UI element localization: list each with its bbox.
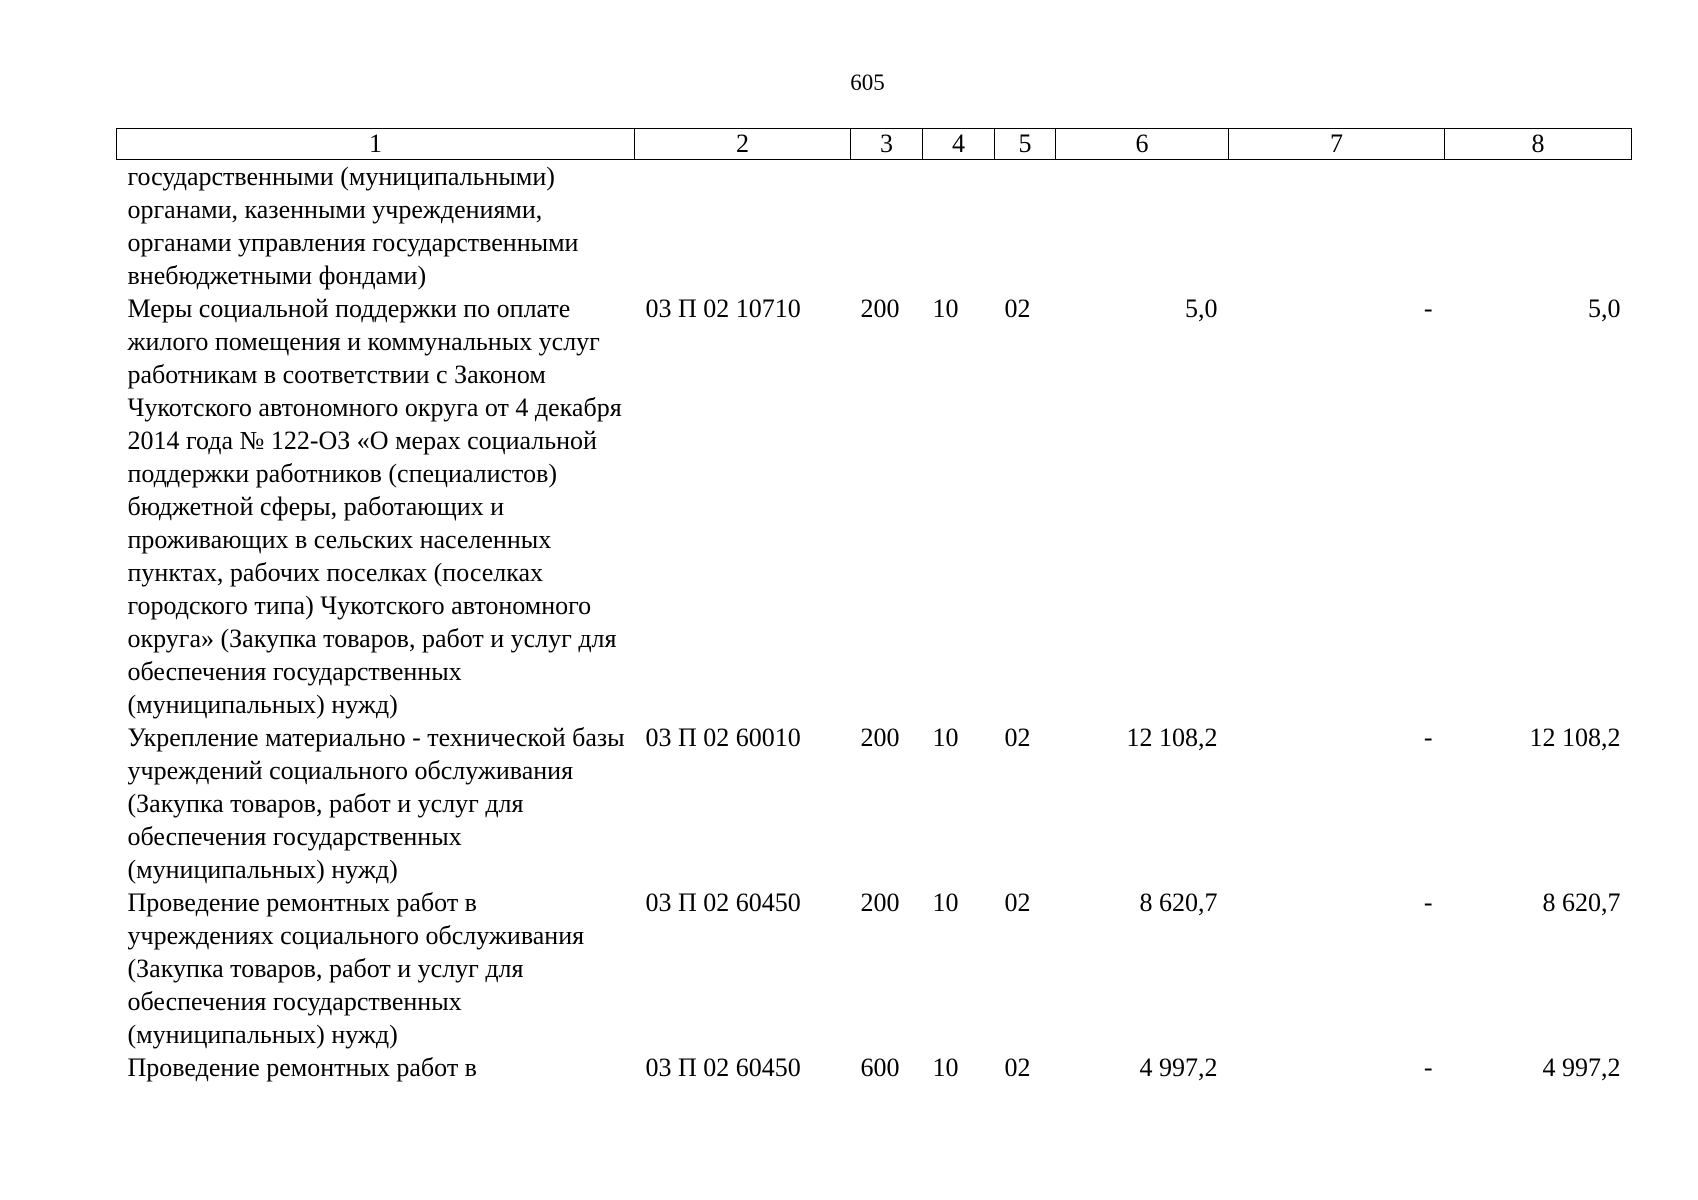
row-expense-type: 200 [860, 294, 900, 323]
row-description: Проведение ремонтных работ в [127, 1053, 477, 1082]
row-subsection: 02 [1004, 294, 1031, 323]
row-expense-type [851, 160, 923, 293]
row-expense-type: 200 [860, 888, 900, 917]
row-amount [1056, 160, 1229, 293]
row-change: - [1423, 723, 1433, 752]
row-subsection: 02 [1004, 888, 1031, 917]
row-section: 10 [932, 888, 959, 917]
row-change: - [1423, 294, 1433, 323]
row-code: 03 П 02 60450 [645, 1053, 801, 1082]
row-change [1229, 160, 1445, 293]
row-description: Меры социальной поддержки по оплате жилого помещения и коммунальных услуг работникам в соответствии с Законом Чукотского автономного округа от 4 декабря 2014 года № 122-ОЗ «О мерах социальной поддержки работников (специалистов) бюджетной сферы, работающих и проживающих в сельских населенных пунктах, рабочих поселках (поселках городского типа) Чукотского автономного округа» (Закупка товаров, работ и услуг для обеспечения государственных (муниципальных) нужд) [127, 294, 622, 719]
row-code: 03 П 02 10710 [645, 294, 801, 323]
row-amount: 4 997,2 [1139, 1053, 1218, 1082]
row-code [635, 160, 851, 293]
table-row [117, 1051, 1632, 1084]
column-number: 2 [635, 129, 851, 160]
column-number: 5 [995, 129, 1056, 160]
column-number: 1 [117, 129, 635, 160]
row-expense-type: 600 [860, 1053, 900, 1082]
row-subsection: 02 [1004, 723, 1031, 752]
row-amount: 8 620,7 [1139, 888, 1218, 917]
row-code: 03 П 02 60450 [645, 888, 801, 917]
column-number: 4 [923, 129, 995, 160]
row-subsection [995, 160, 1056, 293]
row-change: - [1423, 888, 1433, 917]
row-section: 10 [932, 294, 959, 323]
row-code: 03 П 02 60010 [645, 723, 801, 752]
column-number: 8 [1445, 129, 1632, 160]
budget-table [116, 128, 1632, 1084]
column-number: 3 [851, 129, 923, 160]
table-row [117, 160, 1632, 293]
row-description: государственными (муниципальными) органами, казенными учреждениями, органами управления государственными внебюджетными фондами) [127, 162, 579, 290]
column-number: 7 [1229, 129, 1445, 160]
row-total: 8 620,7 [1542, 888, 1621, 917]
row-total: 5,0 [1588, 294, 1621, 323]
table-row [117, 886, 1632, 1051]
row-description: Проведение ремонтных работ в учреждениях социального обслуживания (Закупка товаров, работ и услуг для обеспечения государственных (муниципальных) нужд) [127, 888, 585, 1049]
column-number: 6 [1056, 129, 1229, 160]
row-subsection: 02 [1004, 1053, 1031, 1082]
row-section: 10 [932, 1053, 959, 1082]
row-total: 4 997,2 [1542, 1053, 1621, 1082]
row-expense-type: 200 [860, 723, 900, 752]
row-section: 10 [932, 723, 959, 752]
row-amount: 12 108,2 [1126, 723, 1218, 752]
column-number-row [117, 129, 1632, 160]
row-description: Укрепление материально - технической базы учреждений социального обслуживания (Закупка товаров, работ и услуг для обеспечения государственных (муниципальных) нужд) [127, 723, 625, 884]
row-change: - [1423, 1053, 1433, 1082]
table-row [117, 292, 1632, 721]
table-row [117, 721, 1632, 886]
row-section [923, 160, 995, 293]
row-total: 12 108,2 [1529, 723, 1621, 752]
row-total [1445, 160, 1632, 293]
page-number: 605 [850, 70, 885, 95]
row-amount: 5,0 [1185, 294, 1218, 323]
